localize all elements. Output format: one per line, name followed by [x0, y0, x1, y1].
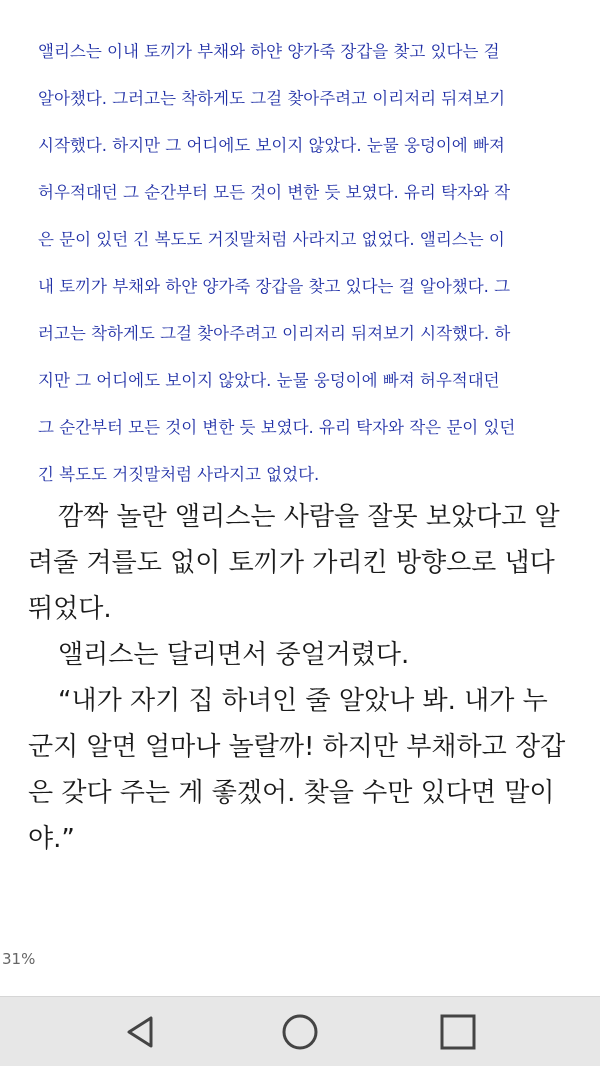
body-line: 려줄 겨를도 없이 토끼가 가리킨 방향으로 냅다: [28, 548, 555, 578]
handwritten-line: 지만 그 어디에도 보이지 않았다. 눈물 웅덩이에 빠져 허우적대던: [38, 371, 500, 390]
home-button[interactable]: [260, 997, 340, 1066]
handwritten-line: 시작했다. 하지만 그 어디에도 보이지 않았다. 눈물 웅덩이에 빠져: [38, 136, 505, 155]
handwritten-line: 그 순간부터 모든 것이 변한 듯 보였다. 유리 탁자와 작은 문이 있던: [38, 418, 516, 437]
handwritten-line: 알아챘다. 그러고는 착하게도 그걸 찾아주려고 이리저리 뒤져보기: [38, 89, 506, 108]
handwritten-passage: [38, 28, 566, 498]
handwritten-line: 긴 복도도 거짓말처럼 사라지고 없었다.: [38, 465, 320, 484]
body-line: 은 갖다 주는 게 좋겠어. 찾을 수만 있다면 말이: [28, 778, 555, 808]
body-line: 깜짝 놀란 앨리스는 사람을 잘못 보았다고 알: [58, 502, 560, 532]
reading-progress: 31%: [2, 950, 36, 968]
handwritten-line: 내 토끼가 부채와 하얀 양가죽 장갑을 찾고 있다는 걸 알아챘다. 그: [38, 277, 511, 296]
back-button[interactable]: [101, 997, 181, 1066]
recent-apps-button[interactable]: [418, 997, 498, 1066]
handwritten-line: 은 문이 있던 긴 복도도 거짓말처럼 사라지고 없었다. 앨리스는 이: [38, 230, 505, 249]
body-line: 뛰었다.: [28, 594, 112, 624]
triangle-back-icon: [121, 1012, 161, 1052]
handwritten-line: 허우적대던 그 순간부터 모든 것이 변한 듯 보였다. 유리 탁자와 작: [38, 183, 511, 202]
body-line: 군지 알면 얼마나 놀랄까! 하지만 부채하고 장갑: [28, 732, 566, 762]
square-recent-apps-icon: [438, 1012, 478, 1052]
book-body-text: [28, 494, 576, 862]
body-line: 야.”: [28, 824, 75, 854]
circle-home-icon: [280, 1012, 320, 1052]
handwritten-line: 러고는 착하게도 그걸 찾아주려고 이리저리 뒤져보기 시작했다. 하: [38, 324, 511, 343]
system-navigation-bar: [0, 996, 600, 1066]
handwritten-line: 앨리스는 이내 토끼가 부채와 하얀 양가죽 장갑을 찾고 있다는 걸: [38, 42, 500, 61]
body-line: “내가 자기 집 하녀인 줄 알았나 봐. 내가 누: [58, 686, 548, 716]
body-line: 앨리스는 달리면서 중얼거렸다.: [58, 640, 410, 670]
